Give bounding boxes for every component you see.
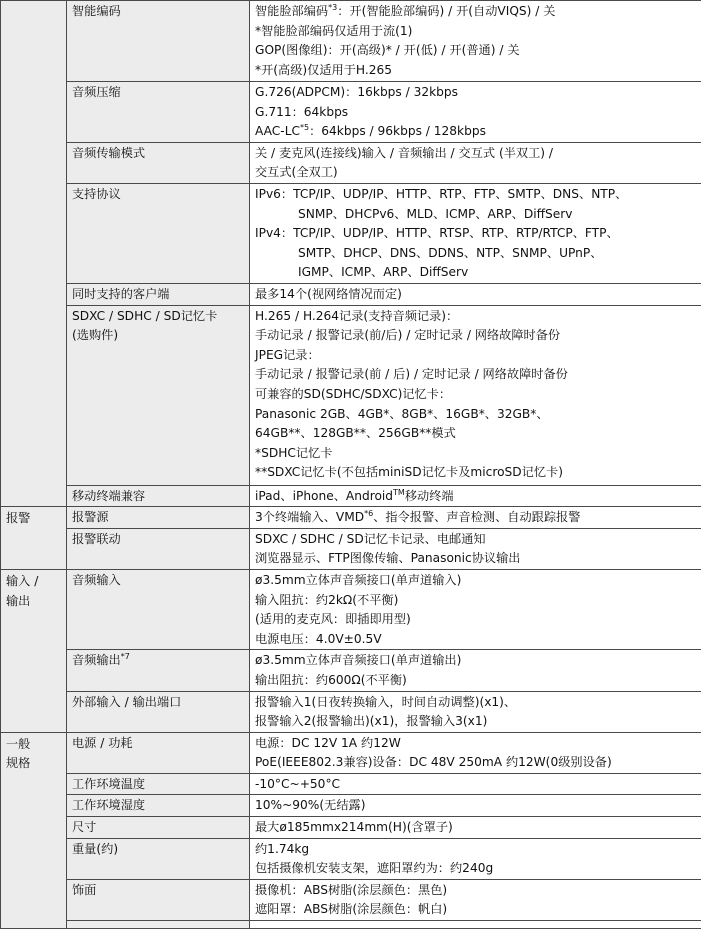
spec-row-alarm-link: [1, 528, 701, 569]
row-label: 移动终端兼容: [67, 485, 250, 507]
spec-row-audio-output: [1, 650, 701, 691]
row-value: -10°C~+50°C: [250, 773, 701, 795]
row-label: 工作环境湿度: [67, 795, 250, 817]
row-value: 3个终端输入、VMD$^{*6}$、指令报警、声音检测、自动跟踪报警: [250, 507, 701, 529]
row-label: 智能编码: [67, 1, 250, 82]
row-value: 最多14个(视网络情况而定): [250, 283, 701, 305]
row-value: SDXC / SDHC / SD记忆卡记录、电邮通知 浏览器显示、FTP图像传输、Panasonic协议输出: [250, 528, 701, 569]
row-label: 音频输出$^{*7}$: [67, 650, 250, 691]
row-value: iPad、iPhone、Android™移动终端: [250, 485, 701, 507]
spec-row-temperature: [1, 773, 701, 795]
trademark-mark: TM: [393, 488, 405, 497]
spec-row-continuation: [1, 921, 701, 929]
spec-row-external-io: [1, 691, 701, 732]
footnote-mark: *7: [121, 652, 130, 661]
footnote-mark: *5: [300, 123, 309, 132]
spec-row-sd-card: [1, 305, 701, 485]
row-label: SDXC / SDHC / SD记忆卡 (选购件): [67, 305, 250, 485]
spec-row-finish: [1, 879, 701, 920]
row-label: 电源 / 功耗: [67, 732, 250, 773]
row-value: 约1.74kg 包括摄像机安装支架，遮阳罩约为：约240g: [250, 838, 701, 879]
row-label: 支持协议: [67, 183, 250, 283]
row-value: 摄像机：ABS树脂(涂层颜色：黑色) 遮阳罩：ABS树脂(涂层颜色：帆白): [250, 879, 701, 920]
row-label: 尺寸: [67, 817, 250, 839]
row-value: ø3.5mm立体声音频接口(单声道输入) 输入阻抗：约2kΩ(不平衡) (适用的麦克风：即插即用型) 电源电压：4.0V±0.5V: [250, 569, 701, 649]
spec-row-clients: [1, 283, 701, 305]
row-label: 同时支持的客户端: [67, 283, 250, 305]
row-label: 音频输入: [67, 569, 250, 649]
row-label: 工作环境温度: [67, 773, 250, 795]
footnote-mark: *6: [364, 509, 373, 518]
row-value: G.726(ADPCM)：16kbps / 32kbps G.711：64kbps AAC-LC$^{*5}$：64kbps / 96kbps / 128kbps: [250, 82, 701, 143]
row-label: 重量(约): [67, 838, 250, 879]
row-label: 外部输入 / 输出端口: [67, 691, 250, 732]
row-value: [250, 921, 701, 929]
row-value: ø3.5mm立体声音频接口(单声道输出) 输出阻抗：约600Ω(不平衡): [250, 650, 701, 691]
spec-row-audio-input: [1, 569, 701, 649]
row-value: 智能脸部编码$^{*3}$：开(智能脸部编码) / 开(自动VIQS) / 关 *智能脸部编码仅适用于流(1) GOP(图像组)：开(高级)* / 开(低) / 开(普通) / 关 *开(高级)仅适用于H.265: [250, 1, 701, 82]
row-label: 饰面: [67, 879, 250, 920]
category-alarm: 报警: [1, 507, 67, 570]
spec-row-audio-compression: [1, 82, 701, 143]
spec-row-audio-mode: [1, 142, 701, 183]
spec-row-dimensions: [1, 817, 701, 839]
spec-row-humidity: [1, 795, 701, 817]
category-io: 输入 / 输出: [1, 569, 67, 732]
row-value: 10%~90%(无结露): [250, 795, 701, 817]
row-value: 报警输入1(日夜转换输入，时间自动调整)(x1)、 报警输入2(报警输出)(x1)，报警输入3(x1): [250, 691, 701, 732]
row-value: IPv6：TCP/IP、UDP/IP、HTTP、RTP、FTP、SMTP、DNS、NTP、 SNMP、DHCPv6、MLD、ICMP、ARP、DiffServ IPv4：TCP/IP、UDP/IP、HTTP、RTSP、RTP、RTP/RTCP、FTP、 SMTP、DHCP、DNS、DDNS、NTP、SNMP、UPnP、 IGMP、ICMP、ARP、DiffServ: [250, 183, 701, 283]
footnote-mark: *3: [328, 3, 337, 12]
row-label: 报警联动: [67, 528, 250, 569]
category-cell-top: [1, 1, 67, 507]
spec-row-alarm-source: [1, 507, 701, 529]
spec-row-mobile: [1, 485, 701, 507]
spec-row-power: [1, 732, 701, 773]
spec-row-weight: [1, 838, 701, 879]
row-label: 报警源: [67, 507, 250, 529]
spec-row-smart-encoding: [1, 1, 701, 82]
row-value: 关 / 麦克风(连接线)输入 / 音频输出 / 交互式 (半双工) / 交互式(全双工): [250, 142, 701, 183]
row-label: 音频传输模式: [67, 142, 250, 183]
row-value: 电源：DC 12V 1A 约12W PoE(IEEE802.3兼容)设备：DC 48V 250mA 约12W(0级别设备): [250, 732, 701, 773]
row-value: H.265 / H.264记录(支持音频记录)： 手动记录 / 报警记录(前/后) / 定时记录 / 网络故障时备份 JPEG记录： 手动记录 / 报警记录(前 / 后) / 定时记录 / 网络故障时备份 可兼容的SD(SDHC/SDXC)记忆卡： Panasonic 2GB、4GB*、8GB*、16GB*、32GB*、 64GB**、128GB**、256GB**模式 *SDHC记忆卡 **SDXC记忆卡(不包括miniSD记忆卡及microSD记忆卡): [250, 305, 701, 485]
category-general: 一般 规格: [1, 732, 67, 928]
spec-row-protocol: [1, 183, 701, 283]
row-value: 最大ø185mmx214mm(H)(含罩子): [250, 817, 701, 839]
row-label: 音频压缩: [67, 82, 250, 143]
row-label: [67, 921, 250, 929]
